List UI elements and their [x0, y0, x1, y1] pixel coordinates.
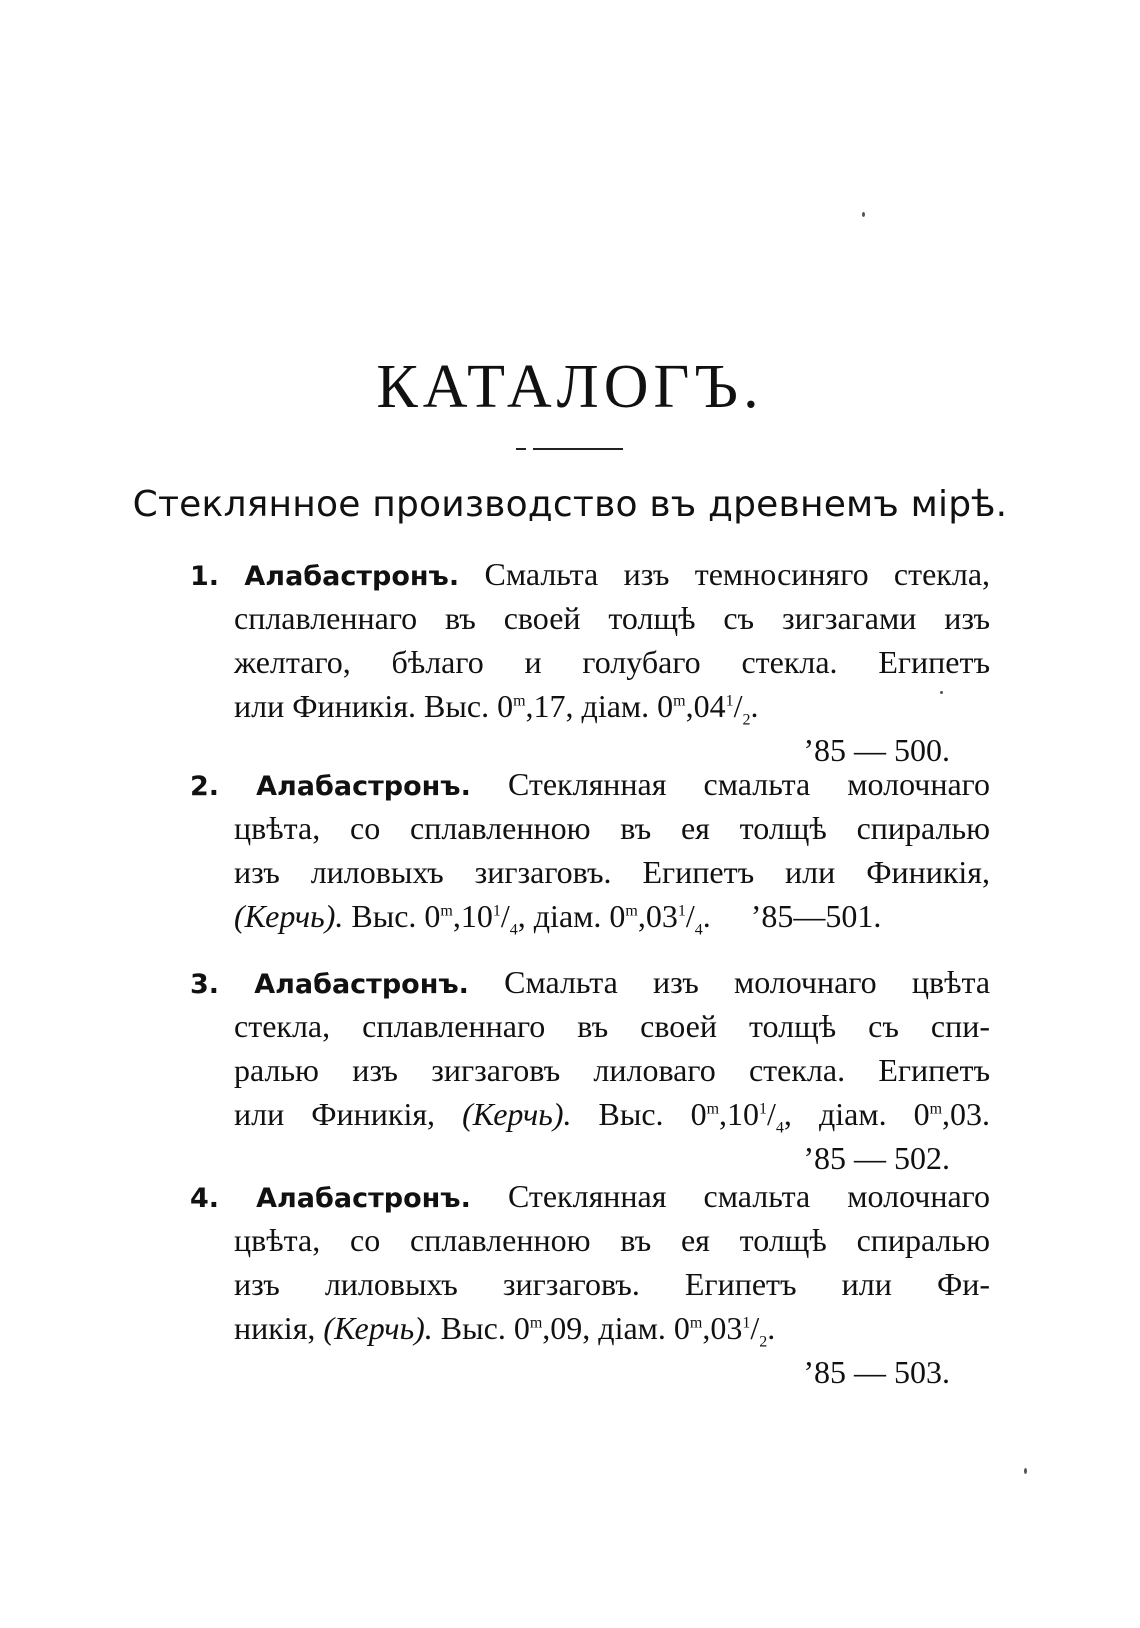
unit-mark: m	[529, 1314, 543, 1332]
entry-text: , діам. 0	[517, 898, 626, 934]
catalog-entry-3	[190, 960, 990, 1180]
entry-line: изъ лиловыхъ зигзаговъ. Египетъ или Фи-	[234, 1266, 990, 1302]
fraction-slash: /	[750, 1310, 760, 1346]
entry-text: ,09, діам. 0	[542, 1310, 690, 1346]
unit-mark: m	[706, 1100, 720, 1118]
catalog-title: КАТАЛОГЪ.	[376, 353, 764, 421]
fraction-slash: /	[685, 898, 695, 934]
entry-heading: Алабастронъ.	[244, 561, 460, 592]
entry-text: ,17, діам. 0	[525, 688, 674, 724]
entry-number: 2.	[190, 771, 220, 802]
entry-text: ,03.	[942, 1096, 991, 1132]
fraction-numerator: 1	[677, 902, 686, 920]
fraction-numerator: 1	[725, 692, 734, 710]
entry-line	[190, 894, 990, 938]
unit-mark: m	[625, 902, 638, 920]
entry-text: Выс. 0	[351, 898, 441, 934]
title-rule-dash	[516, 448, 526, 450]
entry-text: ,10	[719, 1096, 760, 1132]
entry-line	[190, 960, 990, 1004]
entry-text: .	[750, 688, 759, 724]
unit-mark: m	[440, 902, 453, 920]
entry-line: цвѣта, со сплавленною въ ея толщѣ спиралью	[234, 1222, 990, 1258]
fraction-numerator: 1	[492, 902, 501, 920]
unit-mark: m	[673, 692, 686, 710]
entry-line	[190, 552, 990, 596]
entry-text: Смальта изъ молочнаго цвѣта	[504, 964, 991, 1000]
entry-text: Смальта изъ темносиняго стекла,	[484, 556, 991, 592]
fraction-numerator: 1	[759, 1100, 768, 1118]
entry-text: .	[702, 898, 711, 934]
catalog-entry-4	[190, 1174, 990, 1394]
entry-line	[190, 1306, 990, 1350]
find-place: (Керчь).	[462, 1096, 572, 1132]
inventory-number: ’85 — 503.	[803, 1354, 950, 1390]
fraction-numerator: 1	[742, 1314, 751, 1332]
entry-number: 3.	[190, 969, 220, 1000]
entry-line: сплавленнаго въ своей толщѣ съ зигзагами изъ	[234, 600, 990, 636]
entry-line	[190, 1174, 990, 1218]
entry-text: ,03	[702, 1310, 743, 1346]
entry-text: ,04	[685, 688, 726, 724]
entry-number: 4.	[190, 1183, 220, 1214]
entry-text: Выс. 0	[598, 1096, 707, 1132]
catalog-entry-1	[190, 552, 990, 772]
inventory-number: ’85—501.	[750, 898, 882, 934]
unit-mark: m	[513, 692, 526, 710]
fraction-denominator: 2	[742, 711, 751, 729]
fraction-slash: /	[733, 688, 743, 724]
entry-text: Стеклянная смальта молочнаго	[507, 766, 990, 802]
entry-line: желтаго, бѣлаго и голубаго стекла. Египетъ	[234, 644, 990, 680]
entry-text: ,03	[637, 898, 678, 934]
fraction-denominator: 4	[509, 921, 518, 939]
fraction-denominator: 4	[694, 921, 703, 939]
entry-line: стекла, сплавленнаго въ своей толщѣ съ спи-	[234, 1008, 990, 1044]
entry-line: изъ лиловыхъ зигзаговъ. Египетъ или Финикія,	[234, 854, 990, 890]
entry-number: 1.	[190, 561, 220, 592]
fraction-slash: /	[767, 1096, 776, 1132]
entry-text: , діам. 0	[783, 1096, 930, 1132]
title-rule	[533, 448, 623, 450]
entry-heading: Алабастронъ.	[256, 771, 471, 802]
entry-heading: Алабастронъ.	[254, 969, 469, 1000]
entry-text: или Финикія,	[234, 1096, 436, 1132]
unit-mark: m	[689, 1314, 703, 1332]
entry-text: или Финикія. Выс. 0	[234, 688, 514, 724]
entry-text: никія,	[234, 1310, 316, 1346]
inventory-number: ’85 — 500.	[803, 732, 950, 768]
entry-text: Стеклянная смальта молочнаго	[507, 1178, 990, 1214]
unit-mark: m	[929, 1100, 943, 1118]
find-place: (Керчь).	[234, 898, 344, 934]
catalog-entry-2	[190, 762, 990, 938]
entry-heading: Алабастронъ.	[256, 1183, 471, 1214]
fraction-slash: /	[500, 898, 510, 934]
entry-text: .	[767, 1310, 776, 1346]
entry-line	[190, 762, 990, 806]
entry-text: ,10	[452, 898, 493, 934]
inventory-number: ’85 — 502.	[803, 1140, 950, 1176]
entry-line: ралью изъ зигзаговъ лиловаго стекла. Египетъ	[234, 1052, 990, 1088]
fraction-denominator: 4	[775, 1119, 784, 1137]
speck-mark	[1024, 1468, 1027, 1474]
entry-line	[190, 684, 990, 728]
find-place: (Керчь).	[323, 1310, 433, 1346]
speck-mark	[862, 212, 865, 217]
entry-text: Выс. 0	[440, 1310, 530, 1346]
entry-line	[190, 1092, 990, 1136]
fraction-denominator: 2	[759, 1333, 768, 1351]
entry-line: цвѣта, со сплавленною въ ея толщѣ спиралью	[234, 810, 990, 846]
section-subtitle: Стеклянное производство въ древнемъ мірѣ.	[132, 484, 1008, 525]
